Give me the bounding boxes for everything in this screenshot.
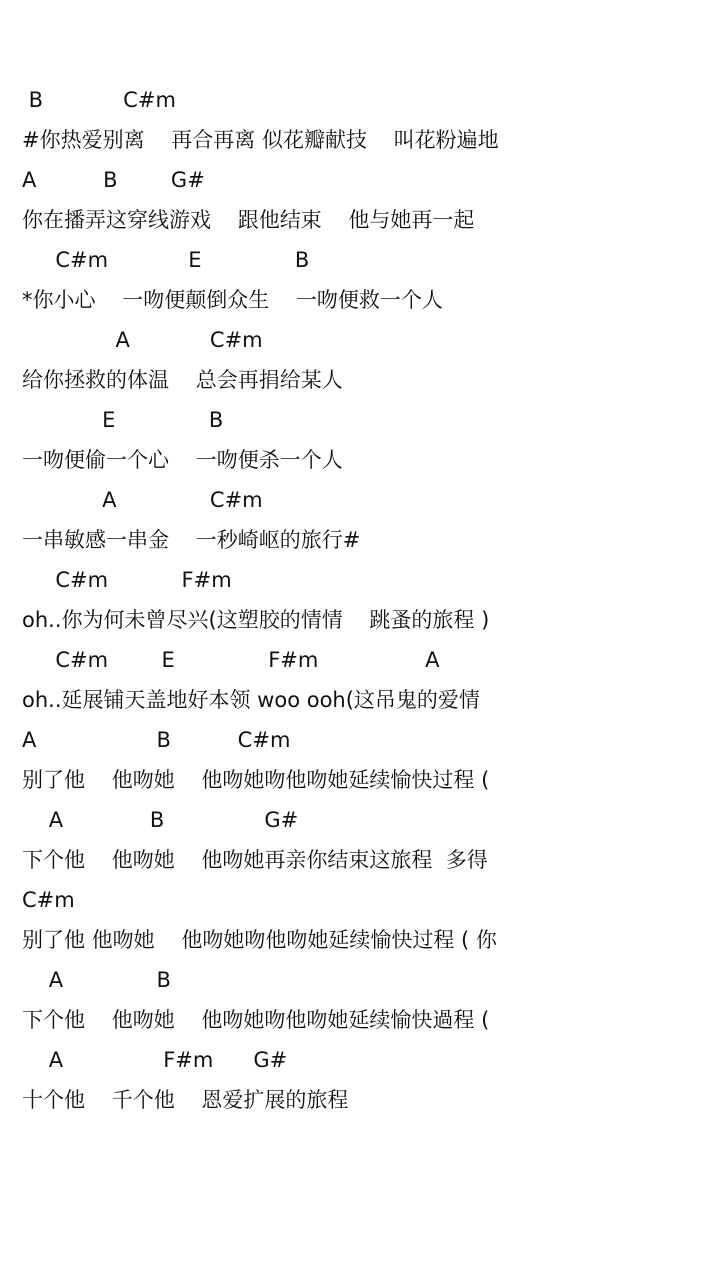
lyric-line-2: 你在播弄这穿线游戏 跟他结束 他与她再一起	[22, 208, 475, 232]
lyric-line-4: 给你拯救的体温 总会再捐给某人	[22, 368, 343, 392]
chord-line-1: B C#m	[22, 88, 176, 112]
chord-line-7: C#m F#m	[22, 568, 232, 592]
chord-line-8: C#m E F#m A	[22, 648, 440, 672]
chord-line-11: C#m	[22, 888, 75, 912]
lyric-line-13: 十个他 千个他 恩爱扩展的旅程	[22, 1088, 349, 1112]
lyric-line-7: oh..你为何未曾尽兴(这塑胶的情情 跳蚤的旅程 )	[22, 608, 490, 632]
chord-line-5: E B	[22, 408, 224, 432]
lyric-line-1: #你热爱别离 再合再离 似花瓣献技 叫花粉遍地	[22, 128, 499, 152]
chord-sheet	[22, 80, 702, 1120]
chord-line-9: A B C#m	[22, 728, 291, 752]
lyric-line-6: 一串敏感一串金 一秒崎岖的旅行#	[22, 528, 361, 552]
lyric-line-10: 下个他 他吻她 他吻她再亲你结束这旅程 多得	[22, 848, 488, 872]
lyric-line-8: oh..延展铺天盖地好本领 woo ooh(这吊鬼的爱情	[22, 688, 480, 712]
chord-line-3: C#m E B	[22, 248, 310, 272]
chord-line-10: A B G#	[22, 808, 299, 832]
chord-line-12: A B	[22, 968, 171, 992]
chord-line-4: A C#m	[22, 328, 263, 352]
chord-line-2: A B G#	[22, 168, 205, 192]
chord-line-6: A C#m	[22, 488, 263, 512]
lyric-line-5: 一吻便偷一个心 一吻便杀一个人	[22, 448, 343, 472]
lyric-line-12: 下个他 他吻她 他吻她吻他吻她延续愉快過程 (	[22, 1008, 490, 1032]
lyric-line-9: 别了他 他吻她 他吻她吻他吻她延续愉快过程 (	[22, 768, 490, 792]
chord-line-13: A F#m G#	[22, 1048, 288, 1072]
lyric-line-3: *你小心 一吻便颠倒众生 一吻便救一个人	[22, 288, 443, 312]
lyric-line-11: 别了他 他吻她 他吻她吻他吻她延续愉快过程 ( 你	[22, 928, 497, 952]
